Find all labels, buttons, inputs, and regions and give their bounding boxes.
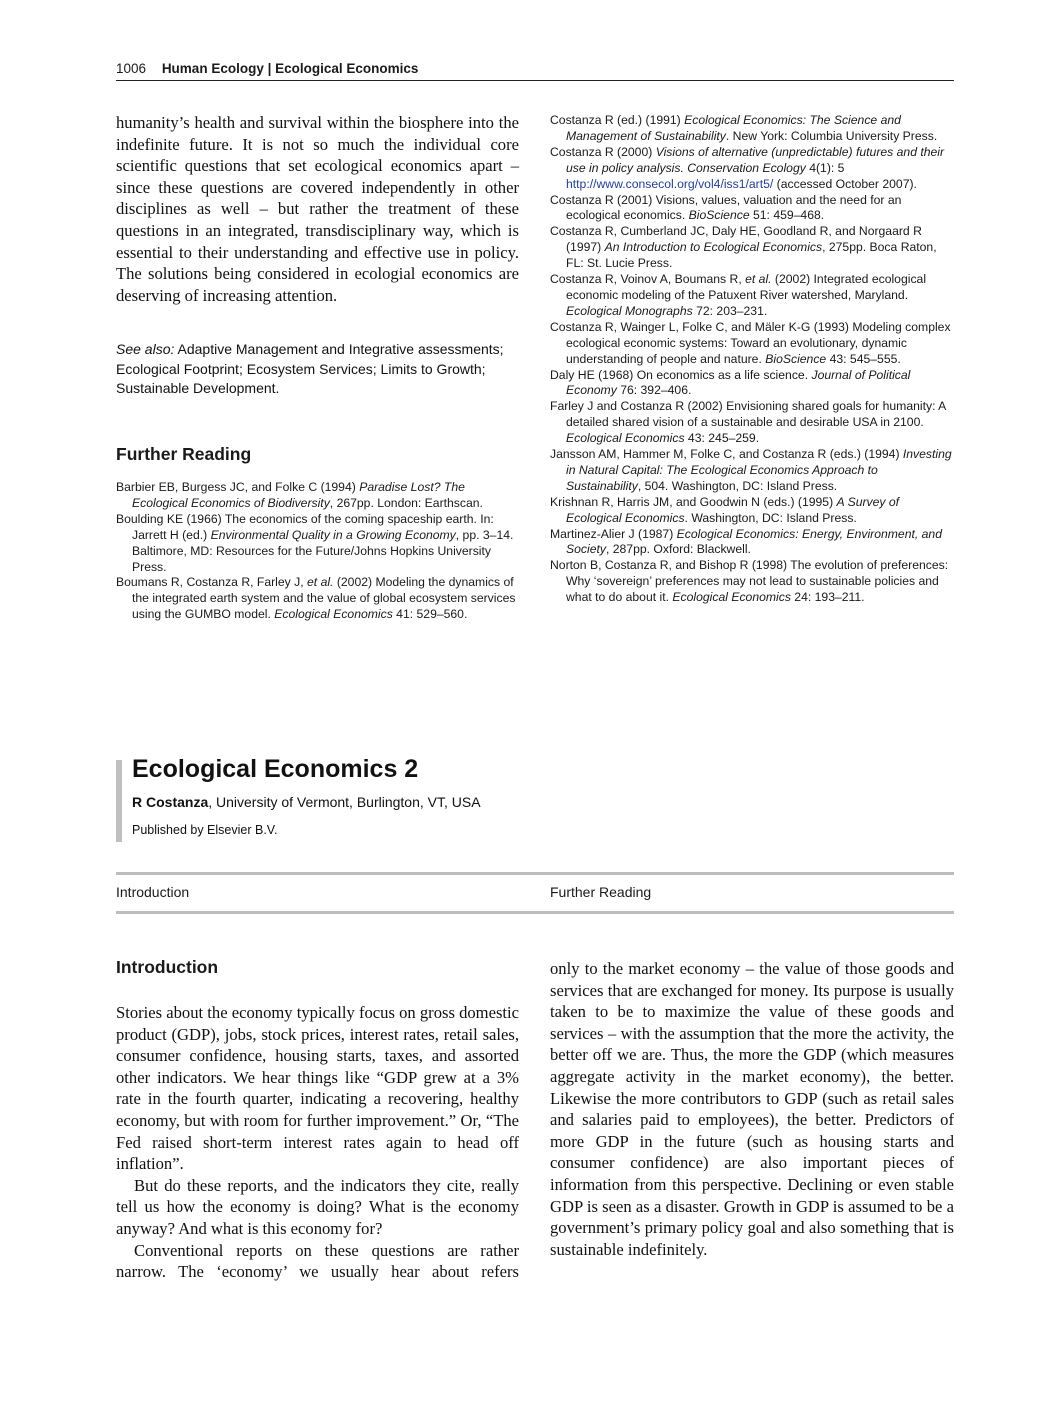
see-also-links[interactable]: Adaptive Management and Integrative assessments; Ecological Footprint; Ecosystem Services; Limits to Growth; Sustainable Development. [116, 341, 504, 396]
body-paragraph: Conventional reports on these questions are rather narrow. The ‘economy’ we usually hear about refers [116, 1240, 519, 1282]
reference-item: Martinez-Alier J (1987) Ecological Economics: Energy, Environment, and Society, 287pp. Oxford: Blackwell. [550, 526, 942, 557]
reference-item: Boumans R, Costanza R, Farley J, et al. (2002) Modeling the dynamics of the integrated earth system and the value of global ecosystem services using the GUMBO model. Ecological Economics 41: 529–560. [116, 575, 516, 622]
article-toc [116, 872, 954, 914]
further-reading-heading: Further Reading [116, 444, 252, 464]
reference-item: Costanza R (ed.) (1991) Ecological Economics: The Science and Management of Sustainability. New York: Columbia University Press. [550, 113, 938, 143]
reference-item: Costanza R, Cumberland JC, Daly HE, Goodland R, and Norgaard R (1997) An Introduction to Ecological Economics, 275pp. Boca Raton, FL: St. Lucie Press. [550, 224, 937, 271]
reference-item: Farley J and Costanza R (2002) Envisioning shared goals for humanity: A detailed shared vision of a sustainable and desirable USA in 2100. Ecological Economics 43: 245–259. [550, 399, 946, 446]
reference-list-right [550, 113, 956, 606]
reference-item: Daly HE (1968) On economics as a life science. Journal of Political Economy 76: 392–406. [550, 367, 911, 398]
prev-article-closing [116, 112, 519, 306]
reference-item: Boulding KE (1966) The economics of the coming spaceship earth. In: Jarrett H (ed.) Environmental Quality in a Growing Economy, pp. 3–14. Baltimore, MD: Resources for the Future/Johns Hopkins University Press. [116, 511, 514, 574]
reference-url-link[interactable]: http://www.consecol.org/vol4/iss1/art5/ [566, 176, 774, 191]
article-header [116, 755, 481, 842]
introduction-heading: Introduction [116, 957, 219, 977]
further-reading-section [116, 444, 519, 465]
introduction-section [116, 957, 519, 978]
reference-item: Barbier EB, Burgess JC, and Folke C (1994) Paradise Lost? The Ecological Economics of Biodiversity, 267pp. London: Earthscan. [116, 480, 483, 510]
see-also [116, 340, 519, 399]
reference-item: Jansson AM, Hammer M, Folke C, and Costanza R (eds.) (1994) Investing in Natural Capital: The Ecological Economics Approach to Sustainability, 504. Washington, DC: Island Press. [550, 447, 952, 493]
introduction-body-left [116, 1002, 519, 1283]
introduction-body-right [550, 958, 954, 1260]
reference-list-left [116, 480, 521, 623]
reference-item: Costanza R, Voinov A, Boumans R, et al. (2002) Integrated ecological economic modeling of the Patuxent River watershed, Maryland. Ecological Monographs 72: 203–231. [550, 272, 927, 318]
body-paragraph: only to the market economy – the value of those goods and services that are exchanged for money. Its purpose is usually taken to be to maximize the value of these goods and services – with the assumption that the more the activity, the better off we are. Thus, the more the GDP (which measures aggregate activity in the market economy), the better. Likewise the more contributors to GDP (such as retail sales and salaries paid to employees), the better. Predictors of more GDP in the future (such as housing starts and consumer confidence) are also important pieces of information from this perspective. Declining or even stable GDP is seen as a disaster. Growth in GDP is assumed to be a government’s primary policy goal and also something that is sustainable indefinitely. [550, 959, 954, 1259]
body-paragraph: Stories about the economy typically focus on gross domestic product (GDP), jobs, stock prices, interest rates, retail sales, consumer confidence, housing starts, taxes, and assorted other indicators. We hear things like “GDP grew at a 3% rate in the fourth quarter, indicating a recovering, healthy economy, but with room for further improvement.” Or, “The Fed raised short-term interest rates again to head off inflation”. [116, 1003, 519, 1174]
reference-item: Costanza R (2001) Visions, values, valuation and the need for an ecological economics. BioScience 51: 459–468. [550, 192, 902, 223]
author-name: R Costanza [132, 794, 209, 810]
reference-item: Krishnan R, Harris JM, and Goodwin N (eds.) (1995) A Survey of Ecological Economics. Washington, DC: Island Press. [550, 494, 900, 525]
publisher-line: Published by Elsevier B.V. [132, 823, 278, 837]
reference-item: Costanza R (2000) Visions of alternative (unpredictable) futures and their use in policy analysis. Conservation Ecology 4(1): 5 http://www.consecol.org/vol4/iss1/art5/ (accessed October 2007). [550, 144, 945, 191]
body-paragraph: But do these reports, and the indicators they cite, really tell us how the economy is doing? What is the economy anyway? And what is this economy for? [116, 1175, 519, 1238]
author-affiliation: , University of Vermont, Burlington, VT, USA [208, 794, 481, 810]
running-head [116, 60, 954, 81]
article-title: Ecological Economics 2 [132, 755, 419, 783]
reference-item: Norton B, Costanza R, and Bishop R (1998) The evolution of preferences: Why ‘sovereign’ preferences may not lead to sustainable policies and what to do about it. Ecological Economics 24: 193–211. [550, 558, 949, 605]
toc-item-further-reading[interactable]: Further Reading [550, 884, 652, 900]
reference-item: Costanza R, Wainger L, Folke C, and Mäler K-G (1993) Modeling complex ecological economic systems: Toward an evolutionary, dynamic understanding of people and nature. BioScience 43: 545–555. [550, 319, 951, 366]
see-also-label: See also: [116, 341, 175, 357]
closing-paragraph: humanity’s health and survival within the biosphere into the indefinite future. It is not so much the individual core scientific questions that set ecological economics apart – since these questions are covered independently in other disciplines as well – but rather the treatment of these questions in an integrated, transdisciplinary way, which is essential to their understanding and effective use in policy. The solutions being considered in ecologial economics are deserving of increasing attention. [116, 113, 519, 305]
toc-item-introduction[interactable]: Introduction [116, 884, 190, 900]
running-head-title: Human Ecology | Ecological Economics [161, 61, 419, 76]
author-line [132, 794, 481, 810]
page-number: 1006 [116, 61, 147, 76]
